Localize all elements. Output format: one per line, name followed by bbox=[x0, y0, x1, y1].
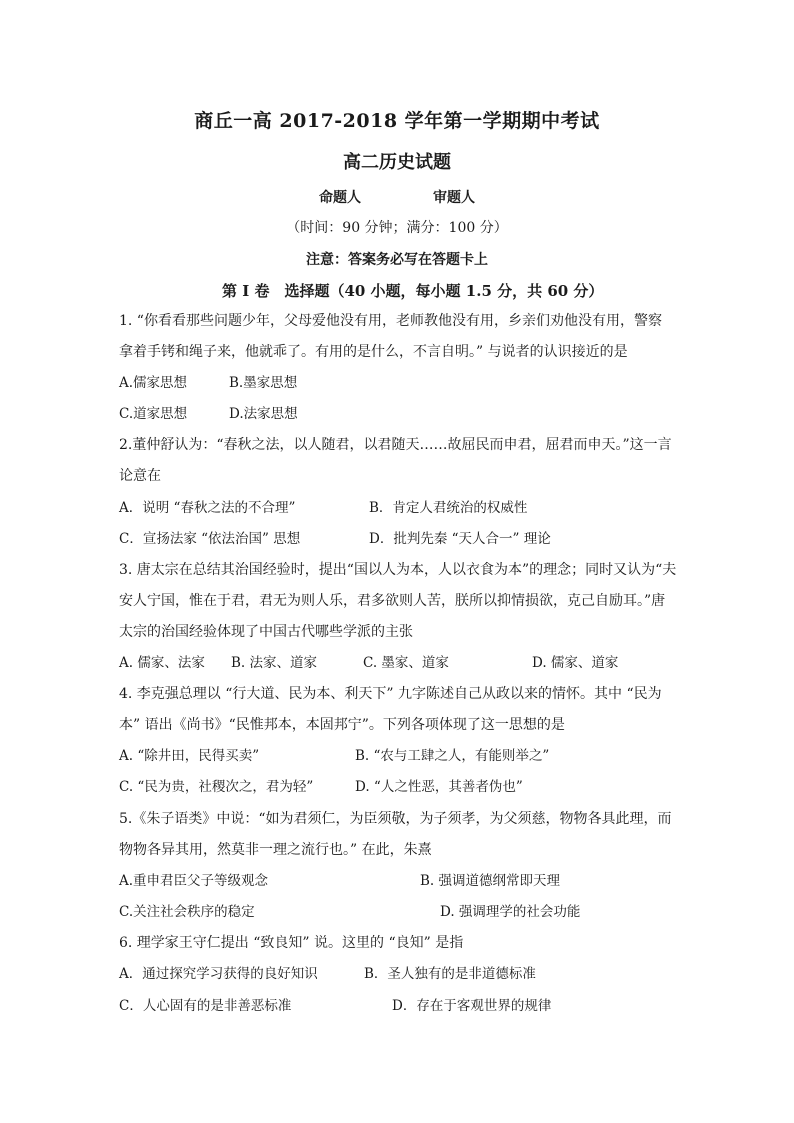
question-text: 5.《朱子语类》中说：“如为君须仁，为臣须敬，为子须孝，为父须慈，物物各具此理，而 bbox=[119, 811, 672, 827]
question-text: 2.董仲舒认为：“春秋之法，以人随君，以君随天……故屈民而申君，屈君而申天。”这一言 bbox=[119, 437, 672, 453]
option-b: B. 法家、道家 bbox=[231, 655, 318, 671]
option-c: C.关注社会秩序的稳定 bbox=[119, 904, 255, 920]
option-b: B．肯定人君统治的权威性 bbox=[369, 500, 528, 516]
option-d: D．存在于客观世界的规律 bbox=[392, 998, 552, 1014]
option-b: B．圣人独有的是非道德标准 bbox=[364, 966, 536, 982]
option-c: C．人心固有的是非善恶标准 bbox=[119, 998, 292, 1014]
question-text: 本” 语出《尚书》“民惟邦本，本固邦宁”。下列各项体现了这一思想的是 bbox=[119, 717, 565, 733]
option-c: C. “民为贵，社稷次之，君为轻” bbox=[119, 779, 314, 795]
option-c: C.道家思想 bbox=[119, 406, 188, 422]
option-b: B. “农与工肆之人，有能则举之” bbox=[355, 748, 550, 764]
option-c: C．宣扬法家 “依法治国” 思想 bbox=[119, 531, 301, 547]
option-b: B. 强调道德纲常即天理 bbox=[420, 873, 561, 889]
option-d: D. 强调理学的社会功能 bbox=[440, 904, 581, 920]
question-text: 安人宁国，惟在于君，君无为则人乐，君多欲则人苦，朕所以抑情损欲，克己自励耳。”唐 bbox=[119, 593, 666, 609]
question-text: 论意在 bbox=[119, 468, 161, 484]
option-d: D．批判先秦 “天人合一” 理论 bbox=[369, 531, 551, 547]
exam-subtitle: 高二历史试题 bbox=[343, 152, 451, 173]
author-reviewer-line bbox=[0, 187, 794, 207]
question-text: 4. 李克强总理以 “行大道、民为本、利天下” 九字陈述自己从政以来的情怀。其中 “民为 bbox=[119, 686, 662, 702]
exam-title: 商丘一高 2017-2018 学年第一学期期中考试 bbox=[194, 110, 600, 132]
question-text: 拿着手铐和绳子来，他就乖了。有用的是什么，不言自明。” 与说者的认识接近的是 bbox=[119, 344, 628, 360]
reviewer-label: 审题人 bbox=[433, 190, 475, 206]
option-a: A．说明 “春秋之法的不合理” bbox=[119, 500, 296, 516]
option-a: A. 儒家、法家 bbox=[119, 655, 205, 671]
option-a: A.重申君臣父子等级观念 bbox=[119, 873, 269, 889]
question-text: 6. 理学家王守仁提出 “致良知” 说。这里的 “良知” 是指 bbox=[119, 935, 464, 951]
section-heading: 第 I 卷 选择题（40 小题，每小题 1.5 分，共 60 分） bbox=[222, 282, 604, 300]
question-text: 物物各异其用，然莫非一理之流行也。” 在此，朱熹 bbox=[119, 842, 432, 858]
option-d: D.法家思想 bbox=[229, 406, 298, 422]
option-c: C. 墨家、道家 bbox=[363, 655, 449, 671]
question-text: 1. “你看看那些问题少年，父母爱他没有用，老师教他没有用，乡亲们劝他没有用，警察 bbox=[119, 313, 662, 329]
exam-notice: 注意：答案务必写在答题卡上 bbox=[306, 252, 488, 268]
author-label: 命题人 bbox=[319, 190, 361, 206]
option-b: B.墨家思想 bbox=[229, 375, 298, 391]
option-a: A. “除井田，民得买卖” bbox=[119, 748, 260, 764]
question-text: 3. 唐太宗在总结其治国经验时，提出“国以人为本，人以衣食为本”的理念；同时又认为“夫 bbox=[119, 562, 677, 578]
exam-time-info: （时间：90 分钟；满分：100 分） bbox=[286, 220, 508, 236]
question-text: 太宗的治国经验体现了中国古代哪些学派的主张 bbox=[119, 624, 413, 640]
option-d: D. 儒家、道家 bbox=[532, 655, 619, 671]
option-a: A.儒家思想 bbox=[119, 375, 188, 391]
option-d: D. “人之性恶，其善者伪也” bbox=[355, 779, 523, 795]
option-a: A．通过探究学习获得的良好知识 bbox=[119, 966, 318, 982]
